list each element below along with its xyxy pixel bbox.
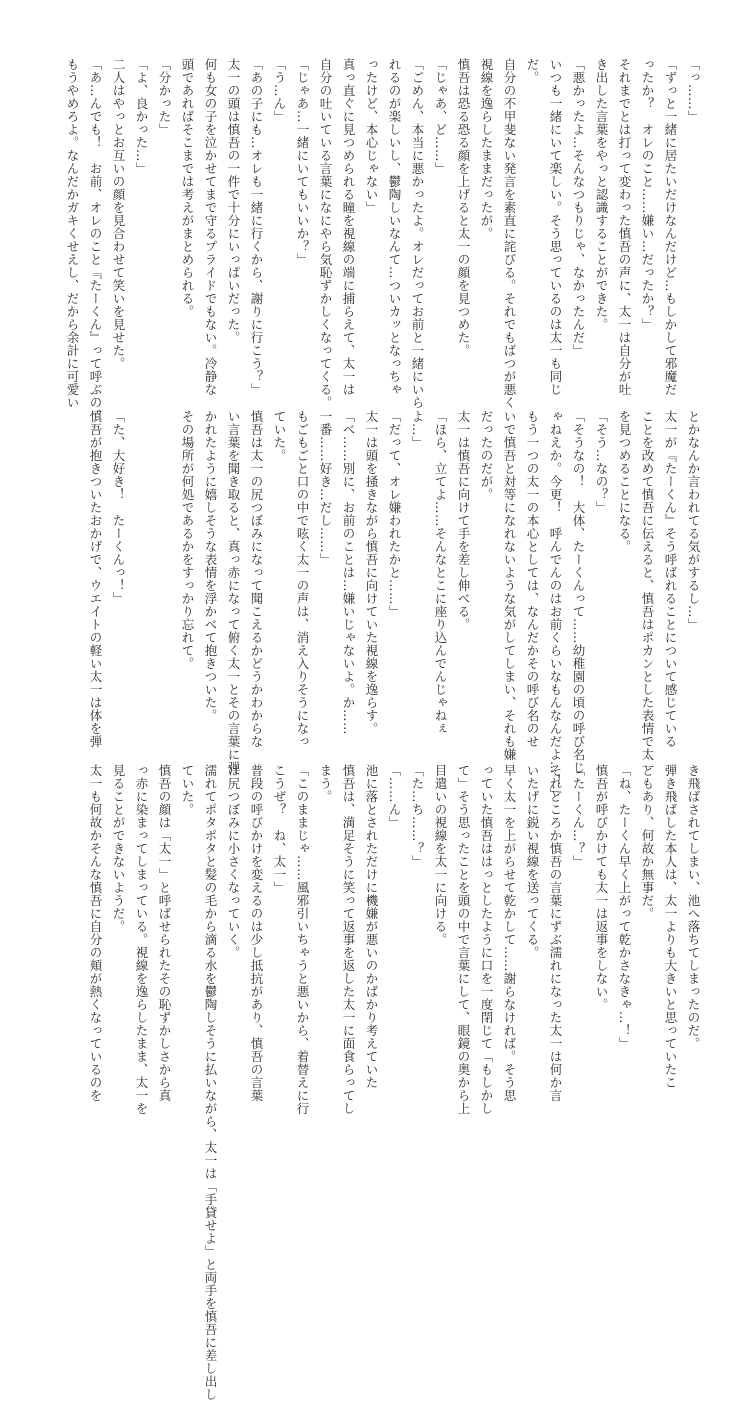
text-line: 慎吾が呼びかけても太一は返事をしない。 <box>594 764 609 1011</box>
text-line: だったのだが。 <box>479 410 494 501</box>
text-line: 池に落とされただけに機嫌が悪いのかばかり考えていた <box>364 764 379 1089</box>
text-line: ことを改めて慎吾に伝えると、慎吾はポカンとした表情で太一 <box>640 410 655 774</box>
text-tier-top <box>62 58 702 422</box>
text-line: かれたように嬉しそうな表情を浮かべて抱きついた。 <box>203 410 218 722</box>
text-line: 慎吾の顔は「太一」と呼ばせられたその恥ずかしさから真 <box>157 764 172 1102</box>
text-tier-bottom <box>62 764 702 1401</box>
text-line: 太一も何故かそんな慎吾に自分の頬が熱くなっているのを <box>88 764 103 1102</box>
text-line: ゃねえか。今更！ 呼んでんのはお前くらいなもんなんだよ…！」 <box>548 410 563 800</box>
text-line: 弾き飛ばした本人は、太一よりも大きいと思っていたこ <box>663 764 678 1089</box>
text-line: 頭であればそこまでは考えがまとめられる。 <box>180 58 195 318</box>
text-line: こうぜ？ ね、太一」 <box>272 764 287 894</box>
text-line: 慎吾が抱きついたおかげで、ウエイトの軽い太一は体を弾 <box>88 410 103 748</box>
text-line: ともあり、何故か無事だ。 <box>640 764 655 920</box>
text-line: 「分かった」 <box>157 58 172 136</box>
text-line: 「べ……別に、お前のことは…嫌いじゃないよ。か…… <box>341 410 356 735</box>
text-line: ていた。 <box>180 764 195 816</box>
text-line: 「ずっと一緒に居たいだけなんだけど…もしかして邪魔だ <box>663 58 678 396</box>
text-line: 「ほら、立てよ……そんなとこに座り込んでんじゃねぇ <box>433 410 448 735</box>
text-line: 「っ……」 <box>686 58 701 123</box>
text-line: 慎吾は太一の尻つぼみになって聞こえるかどうかわからな <box>249 410 264 748</box>
text-line: っていた慎吾ははっとしたように口を一度閉じて「もしかし <box>479 764 494 1115</box>
text-line: れるのが楽しいし、鬱陶しいなんて…ついカッとなっちゃ <box>387 58 402 396</box>
text-line: 目遣いの視線を太一に向ける。 <box>433 764 448 946</box>
text-line: 二人はやっとお互いの顔を見合わせて笑いを見せた。 <box>111 58 126 370</box>
text-line: 何も女の子を泣かせてまで守るプライドでもない。冷静な <box>203 58 218 396</box>
text-line: 「あ…んでも！ お前、オレのこと『たーくん』って呼ぶの、 <box>88 58 103 422</box>
text-line <box>155 410 173 728</box>
text-line: その場所が何処であるかをすっかり忘れて。 <box>180 410 195 670</box>
text-line: 太一は頭を掻きながら慎吾に向けていた視線を逸らす。 <box>364 410 379 735</box>
text-line: 自分の吐いている言葉になにやら気恥ずかしくなってくる。 <box>318 58 333 409</box>
text-line: 太一が『たーくん』そう呼ばれることについて感じている <box>663 410 678 748</box>
text-line: 視線を逸らしたままだったが。 <box>479 58 494 240</box>
text-line: もうやめろよ。なんだかガキくせえし、だから余計に可愛い <box>65 58 80 409</box>
text-line: 自分の不甲斐ない発言を素直に詫びる。それでもばつが悪く <box>502 58 517 409</box>
text-line: 「ね、たーくん早く上がって乾かさなきゃ…！」 <box>617 764 632 1050</box>
text-line: 太一の頭は慎吾の一件で十分にいっぱいだった。 <box>226 58 241 344</box>
text-line: 見ることができないようだ。 <box>111 764 126 933</box>
text-line: 「たーくん…？」 <box>571 764 586 868</box>
text-line: 「う…ん」 <box>272 58 287 123</box>
text-line <box>132 410 150 728</box>
text-line: いつも一緒にいて楽しい。そう思っているのは太一も同じ <box>548 58 563 396</box>
text-line: き出した言葉をやっと認識することができた。 <box>594 58 609 331</box>
text-line: 早く太一を上がらせて乾かして……謝らなければ。そう思 <box>502 764 517 1102</box>
text-line: 「じゃあ、ど……」 <box>433 58 448 175</box>
text-line: 真っ直ぐに見つめられる瞳を視線の端に捕らえて、太一は <box>341 58 356 396</box>
text-line: 「た、大好き！ たーくんっ！」 <box>111 410 126 605</box>
text-line: それどころか慎吾の言葉にずぶ濡れになった太一は何か言 <box>548 764 563 1102</box>
text-line: いで慎吾と対等になれないような気がしてしまい、それも嫌 <box>502 410 517 761</box>
text-line: 一番……好き…だし……」 <box>318 410 333 566</box>
text-line: いたげに鋭い視線を送ってくる。 <box>525 764 540 959</box>
text-line: て」そう思ったことを頭の中で言葉にして、眼鏡の奥から上 <box>456 764 471 1115</box>
text-line: 慎吾は、満足そうに笑って返事を返した太一に面食らってし <box>341 764 356 1115</box>
text-line: 「だって、オレ嫌われたかと……」 <box>387 410 402 618</box>
text-line: ったか？ オレのこと……嫌い…だったか？」 <box>640 58 655 331</box>
text-line: 「悪かったよ…そんなつもりじゃ、なかったんだ」 <box>571 58 586 357</box>
text-line: ったけど、本心じゃない」 <box>364 58 379 214</box>
text-line: ていた。 <box>272 410 287 462</box>
text-line: 「そうなの！ 大体、たーくんって……幼稚園の頃の呼び名じ <box>571 410 586 774</box>
text-line: 「よ、良かった…」 <box>134 58 149 175</box>
text-line: まう。 <box>318 764 333 803</box>
text-line: は尻つぼみに小さくなっていく。 <box>226 764 241 959</box>
text-line: き飛ばされてしまい、池へ落ちてしまったのだ。 <box>686 764 701 1050</box>
text-line: 濡れてポタポタと髪の毛から滴る水を鬱陶しそうに払いながら、太一は「手貸せよ」と両手を慎吾に差し出し <box>203 764 218 1401</box>
text-line: っ赤に染まってしまっている。視線を逸らしたまま、太一を <box>134 764 149 1115</box>
text-line: とかなんか言われてる気がするし…」 <box>686 410 701 631</box>
text-line: 「じゃあ…一緒にいてもいいか？」 <box>295 58 310 266</box>
text-line: 太一は慎吾に向けて手を差し伸べる。 <box>456 410 471 631</box>
text-line: もう一つの太一の本心としては、なんだかその呼び名のせ <box>525 410 540 748</box>
text-line: 「ごめん、本当に悪かったよ。オレだってお前と一緒にいら <box>410 58 425 409</box>
text-line: 「そう…なの？」 <box>594 410 609 514</box>
text-line: だ。 <box>525 58 540 84</box>
text-line: い言葉を聞き取ると、真っ赤になって俯く太一とその言葉に弾 <box>226 410 241 774</box>
text-line: 「このままじゃ……風邪引いちゃうと悪いから、着替えに行 <box>295 764 310 1115</box>
text-line: 「……ん」 <box>387 764 402 829</box>
text-line: 普段の呼びかけを変えるのは少し抵抗があり、慎吾の言葉 <box>249 764 264 1102</box>
text-line: それまでとは打って変わった慎吾の声に、太一は自分が吐 <box>617 58 632 396</box>
text-line: よ…」 <box>410 410 425 449</box>
text-line: を見つめることになる。 <box>617 410 632 553</box>
text-line: 慎吾は恐る恐る顔を上げると太一の顔を見つめた。 <box>456 58 471 357</box>
text-line: 「あの子にも…オレも一緒に行くから、謝りに行こう？」 <box>249 58 264 396</box>
text-line: もごもごと口の中で呟く太一の声は、消え入りそうになっ <box>295 410 310 748</box>
text-line: 「た…ち……？」 <box>410 764 425 868</box>
